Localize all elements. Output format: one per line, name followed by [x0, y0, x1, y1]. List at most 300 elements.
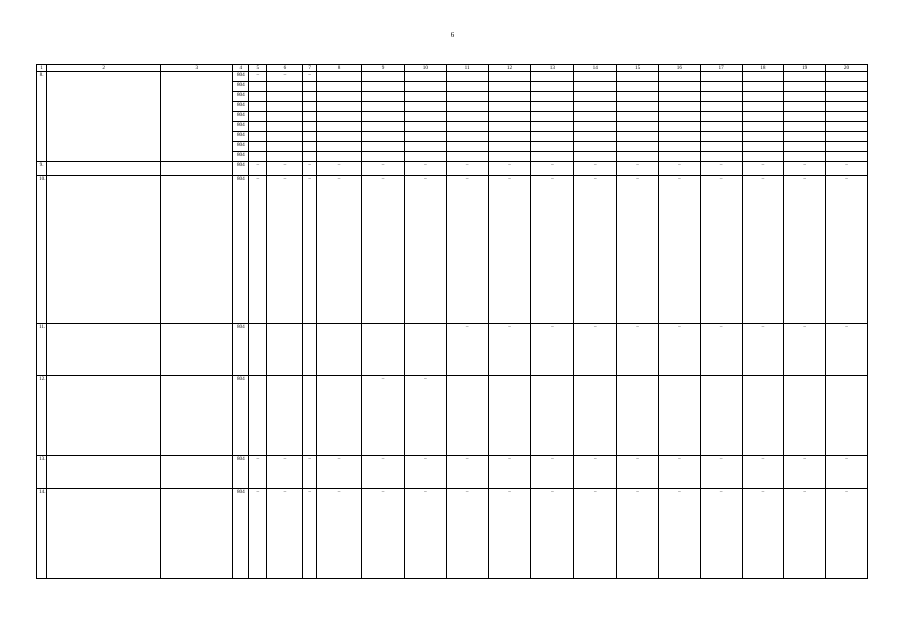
table-cell: –	[488, 456, 531, 489]
table-cell: –	[316, 456, 361, 489]
table-cell	[488, 72, 531, 82]
table-cell	[405, 102, 447, 112]
table-cell: –	[303, 489, 317, 579]
column-number: 13	[531, 65, 574, 72]
table-cell: –	[826, 176, 868, 324]
table-cell	[574, 376, 617, 456]
table-cell	[658, 132, 700, 142]
table-cell: 804	[233, 162, 249, 176]
row-number: 12.	[37, 376, 47, 456]
table-cell	[446, 132, 488, 142]
table-cell	[267, 102, 303, 112]
table-cell	[617, 82, 659, 92]
column-number: 14	[574, 65, 617, 72]
activity-title	[47, 456, 161, 489]
row-number: 13.	[37, 456, 47, 489]
table-cell	[446, 152, 488, 162]
table-cell	[617, 102, 659, 112]
table-cell	[658, 72, 700, 82]
table-cell	[742, 82, 784, 92]
table-cell	[826, 152, 868, 162]
table-cell	[617, 72, 659, 82]
table-cell	[316, 132, 361, 142]
table-cell	[658, 92, 700, 102]
table-cell	[316, 112, 361, 122]
table-cell: –	[658, 489, 700, 579]
table-cell	[446, 122, 488, 132]
row-number: 14.	[37, 489, 47, 579]
table-cell: –	[574, 324, 617, 376]
table-cell	[316, 92, 361, 102]
responsible-org	[161, 324, 233, 376]
table-cell	[446, 102, 488, 112]
table-cell: –	[405, 376, 447, 456]
table-cell	[658, 376, 700, 456]
table-cell: –	[617, 162, 659, 176]
table-cell: –	[742, 456, 784, 489]
table-cell	[405, 152, 447, 162]
table-cell: –	[249, 162, 267, 176]
table-cell	[267, 132, 303, 142]
table-cell: –	[574, 456, 617, 489]
table-cell: 804	[233, 92, 249, 102]
table-cell: –	[700, 324, 742, 376]
table-cell	[784, 72, 826, 82]
table-cell	[267, 122, 303, 132]
table-cell: –	[742, 162, 784, 176]
table-cell: –	[446, 162, 488, 176]
table-cell	[249, 92, 267, 102]
table-cell	[826, 132, 868, 142]
table-cell	[488, 102, 531, 112]
table-cell	[362, 142, 405, 152]
table-cell	[700, 132, 742, 142]
table-cell	[700, 142, 742, 152]
table-cell	[303, 376, 317, 456]
table-cell	[617, 122, 659, 132]
table-cell: 804	[233, 132, 249, 142]
table-cell	[488, 142, 531, 152]
table-cell	[658, 102, 700, 112]
table-cell	[316, 152, 361, 162]
table-cell: –	[446, 489, 488, 579]
table-cell	[574, 72, 617, 82]
table-cell	[700, 152, 742, 162]
table-cell: 804	[233, 376, 249, 456]
table-cell	[405, 82, 447, 92]
table-cell	[488, 92, 531, 102]
table-cell	[826, 122, 868, 132]
activity-title	[47, 176, 161, 324]
table-cell	[316, 82, 361, 92]
table-cell	[316, 142, 361, 152]
responsible-org	[161, 456, 233, 489]
table-cell: –	[488, 176, 531, 324]
table-cell	[267, 152, 303, 162]
table-cell	[742, 92, 784, 102]
table-cell	[617, 142, 659, 152]
table-cell	[249, 122, 267, 132]
table-cell: –	[303, 72, 317, 82]
table-cell	[303, 324, 317, 376]
table-cell	[405, 324, 447, 376]
table-cell: –	[826, 489, 868, 579]
table-cell: –	[742, 176, 784, 324]
table-cell	[826, 142, 868, 152]
table-cell	[742, 72, 784, 82]
table-cell	[488, 112, 531, 122]
table-cell: –	[574, 489, 617, 579]
column-number: 3	[161, 65, 233, 72]
table-cell	[362, 72, 405, 82]
table-cell: –	[531, 456, 574, 489]
table-cell: –	[700, 489, 742, 579]
table-cell	[488, 152, 531, 162]
column-number: 18	[742, 65, 784, 72]
activity-title	[47, 489, 161, 579]
table-row	[37, 162, 868, 176]
table-cell: –	[658, 456, 700, 489]
activity-title	[47, 376, 161, 456]
table-cell	[316, 376, 361, 456]
table-cell: –	[316, 162, 361, 176]
table-cell	[405, 122, 447, 132]
table-cell	[531, 142, 574, 152]
table-cell	[316, 324, 361, 376]
table-cell	[784, 376, 826, 456]
table-cell	[362, 132, 405, 142]
table-cell: –	[303, 456, 317, 489]
table-cell	[405, 142, 447, 152]
table-cell	[488, 376, 531, 456]
table-cell	[574, 142, 617, 152]
table-cell: –	[267, 176, 303, 324]
table-cell	[303, 102, 317, 112]
table-cell	[531, 132, 574, 142]
table-cell	[446, 72, 488, 82]
table-cell	[700, 122, 742, 132]
table-cell: 804	[233, 82, 249, 92]
table-cell	[267, 324, 303, 376]
table-cell: –	[784, 176, 826, 324]
table-cell: –	[316, 489, 361, 579]
table-cell: –	[405, 489, 447, 579]
table-cell: –	[617, 489, 659, 579]
table-cell: 804	[233, 122, 249, 132]
table-cell	[446, 112, 488, 122]
table-cell: –	[249, 456, 267, 489]
column-number: 19	[784, 65, 826, 72]
table-cell: –	[700, 162, 742, 176]
table-cell: –	[405, 456, 447, 489]
table-cell	[267, 142, 303, 152]
table-cell	[249, 112, 267, 122]
table-cell: –	[405, 176, 447, 324]
table-cell	[249, 142, 267, 152]
table-cell	[362, 324, 405, 376]
activity-title	[47, 72, 161, 162]
table-cell: –	[446, 176, 488, 324]
table-cell: –	[303, 162, 317, 176]
table-cell: 804	[233, 112, 249, 122]
table-cell: –	[267, 72, 303, 82]
table-cell: –	[488, 324, 531, 376]
table-cell	[249, 132, 267, 142]
table-cell	[446, 142, 488, 152]
table-cell	[267, 376, 303, 456]
table-cell: –	[826, 456, 868, 489]
responsible-org	[161, 176, 233, 324]
table-cell	[784, 152, 826, 162]
column-number: 10	[405, 65, 447, 72]
table-cell	[488, 132, 531, 142]
table-cell: –	[362, 489, 405, 579]
table-cell: –	[826, 324, 868, 376]
table-cell: –	[405, 162, 447, 176]
table-cell	[488, 82, 531, 92]
table-cell	[446, 92, 488, 102]
table-cell	[658, 122, 700, 132]
column-number: 5	[249, 65, 267, 72]
column-number: 17	[700, 65, 742, 72]
responsible-org	[161, 376, 233, 456]
table-row	[37, 489, 868, 579]
table-cell	[267, 92, 303, 102]
row-number: 10.	[37, 176, 47, 324]
table-cell	[700, 92, 742, 102]
activity-title	[47, 162, 161, 176]
table-cell	[362, 102, 405, 112]
table-cell: –	[249, 72, 267, 82]
table-cell	[303, 122, 317, 132]
table-cell: 804	[233, 489, 249, 579]
table-cell	[531, 122, 574, 132]
table-row	[37, 72, 868, 82]
row-number: 8.	[37, 72, 47, 162]
column-number: 8	[316, 65, 361, 72]
column-number-row	[37, 65, 868, 72]
column-number: 4	[233, 65, 249, 72]
table-cell	[362, 152, 405, 162]
table-cell: –	[784, 162, 826, 176]
table-cell	[249, 152, 267, 162]
table-cell	[303, 142, 317, 152]
table-cell: 804	[233, 152, 249, 162]
table-cell	[303, 132, 317, 142]
table-cell: –	[784, 456, 826, 489]
table-cell	[617, 92, 659, 102]
table-cell: –	[531, 489, 574, 579]
table-cell: –	[658, 176, 700, 324]
table-cell	[316, 72, 361, 82]
table-cell	[784, 102, 826, 112]
table-cell	[362, 122, 405, 132]
table-cell	[742, 142, 784, 152]
column-number: 20	[826, 65, 868, 72]
table-cell	[784, 142, 826, 152]
table-cell: –	[617, 324, 659, 376]
column-number: 15	[617, 65, 659, 72]
table-cell	[531, 112, 574, 122]
table-cell	[446, 376, 488, 456]
table-cell	[658, 142, 700, 152]
table-cell	[303, 152, 317, 162]
table-cell: 804	[233, 456, 249, 489]
table-cell	[617, 132, 659, 142]
table-row	[37, 324, 868, 376]
table-cell: –	[784, 324, 826, 376]
table-cell: –	[784, 489, 826, 579]
responsible-org	[161, 162, 233, 176]
table-cell	[249, 102, 267, 112]
table-cell	[531, 376, 574, 456]
table-cell	[531, 82, 574, 92]
table-cell	[742, 122, 784, 132]
table-cell	[531, 102, 574, 112]
responsible-org	[161, 489, 233, 579]
table-cell: –	[700, 176, 742, 324]
table-cell: –	[574, 176, 617, 324]
activity-title	[47, 324, 161, 376]
table-cell	[249, 324, 267, 376]
table-cell	[742, 102, 784, 112]
column-number: 16	[658, 65, 700, 72]
table-cell	[826, 112, 868, 122]
table-cell	[742, 152, 784, 162]
table-cell	[405, 72, 447, 82]
table-cell	[405, 112, 447, 122]
table-cell	[531, 72, 574, 82]
column-number: 6	[267, 65, 303, 72]
table-cell: –	[316, 176, 361, 324]
table-cell	[742, 112, 784, 122]
table-cell	[267, 112, 303, 122]
table-cell	[784, 132, 826, 142]
table-cell	[784, 112, 826, 122]
table-cell	[658, 82, 700, 92]
program-table	[36, 64, 868, 579]
table-cell	[742, 132, 784, 142]
table-cell: –	[531, 324, 574, 376]
table-cell	[574, 102, 617, 112]
table-cell: –	[249, 176, 267, 324]
table-cell	[700, 112, 742, 122]
table-cell	[574, 132, 617, 142]
page-number: 6	[450, 31, 455, 39]
table-cell	[249, 82, 267, 92]
table-cell	[574, 152, 617, 162]
table-cell: –	[362, 456, 405, 489]
row-number: 9.	[37, 162, 47, 176]
table-cell: 804	[233, 324, 249, 376]
table-cell: –	[446, 324, 488, 376]
table-cell	[826, 82, 868, 92]
column-number: 2	[47, 65, 161, 72]
column-number: 12	[488, 65, 531, 72]
table-cell: 804	[233, 176, 249, 324]
table-cell: –	[303, 176, 317, 324]
table-cell	[784, 82, 826, 92]
table-cell	[826, 72, 868, 82]
table-cell: –	[267, 456, 303, 489]
table-cell: 804	[233, 102, 249, 112]
table-cell: –	[700, 456, 742, 489]
table-cell	[446, 82, 488, 92]
table-cell	[531, 152, 574, 162]
table-cell	[362, 82, 405, 92]
table-cell	[784, 92, 826, 102]
table-cell: –	[362, 376, 405, 456]
table-cell	[742, 376, 784, 456]
table-cell	[303, 82, 317, 92]
table-cell: –	[617, 176, 659, 324]
table-row	[37, 376, 868, 456]
table-cell	[784, 122, 826, 132]
table-cell	[405, 132, 447, 142]
table-cell	[316, 102, 361, 112]
column-number: 1	[37, 65, 47, 72]
column-number: 11	[446, 65, 488, 72]
table-cell: 804	[233, 72, 249, 82]
table-cell	[531, 92, 574, 102]
table-cell	[303, 112, 317, 122]
table-cell	[574, 82, 617, 92]
column-number: 7	[303, 65, 317, 72]
table-cell	[303, 92, 317, 102]
table-cell	[405, 92, 447, 102]
table-cell	[826, 102, 868, 112]
table-cell: –	[574, 162, 617, 176]
table-cell	[700, 376, 742, 456]
table-cell	[617, 376, 659, 456]
table-cell: –	[488, 489, 531, 579]
table-cell	[362, 112, 405, 122]
table-cell	[700, 102, 742, 112]
table-cell	[249, 376, 267, 456]
table-cell: –	[617, 456, 659, 489]
table-cell	[617, 152, 659, 162]
table-cell: –	[531, 176, 574, 324]
table-cell: –	[742, 489, 784, 579]
table-cell: –	[362, 176, 405, 324]
row-number: 11.	[37, 324, 47, 376]
table-cell: –	[826, 162, 868, 176]
table-cell: –	[267, 489, 303, 579]
table-cell: –	[658, 324, 700, 376]
column-number: 9	[362, 65, 405, 72]
table-cell: –	[531, 162, 574, 176]
table-cell	[658, 152, 700, 162]
table-cell	[574, 112, 617, 122]
table-cell	[267, 82, 303, 92]
table-cell	[488, 122, 531, 132]
table-cell	[658, 112, 700, 122]
table-cell: –	[488, 162, 531, 176]
table-cell: 804	[233, 142, 249, 152]
table-cell	[826, 92, 868, 102]
table-cell: –	[742, 324, 784, 376]
table-cell	[617, 112, 659, 122]
table-cell: –	[658, 162, 700, 176]
table-row	[37, 176, 868, 324]
table-cell	[700, 72, 742, 82]
table-cell	[574, 122, 617, 132]
table-cell	[826, 376, 868, 456]
table-cell: –	[267, 162, 303, 176]
table-cell	[574, 92, 617, 102]
table-cell: –	[249, 489, 267, 579]
table-cell	[316, 122, 361, 132]
